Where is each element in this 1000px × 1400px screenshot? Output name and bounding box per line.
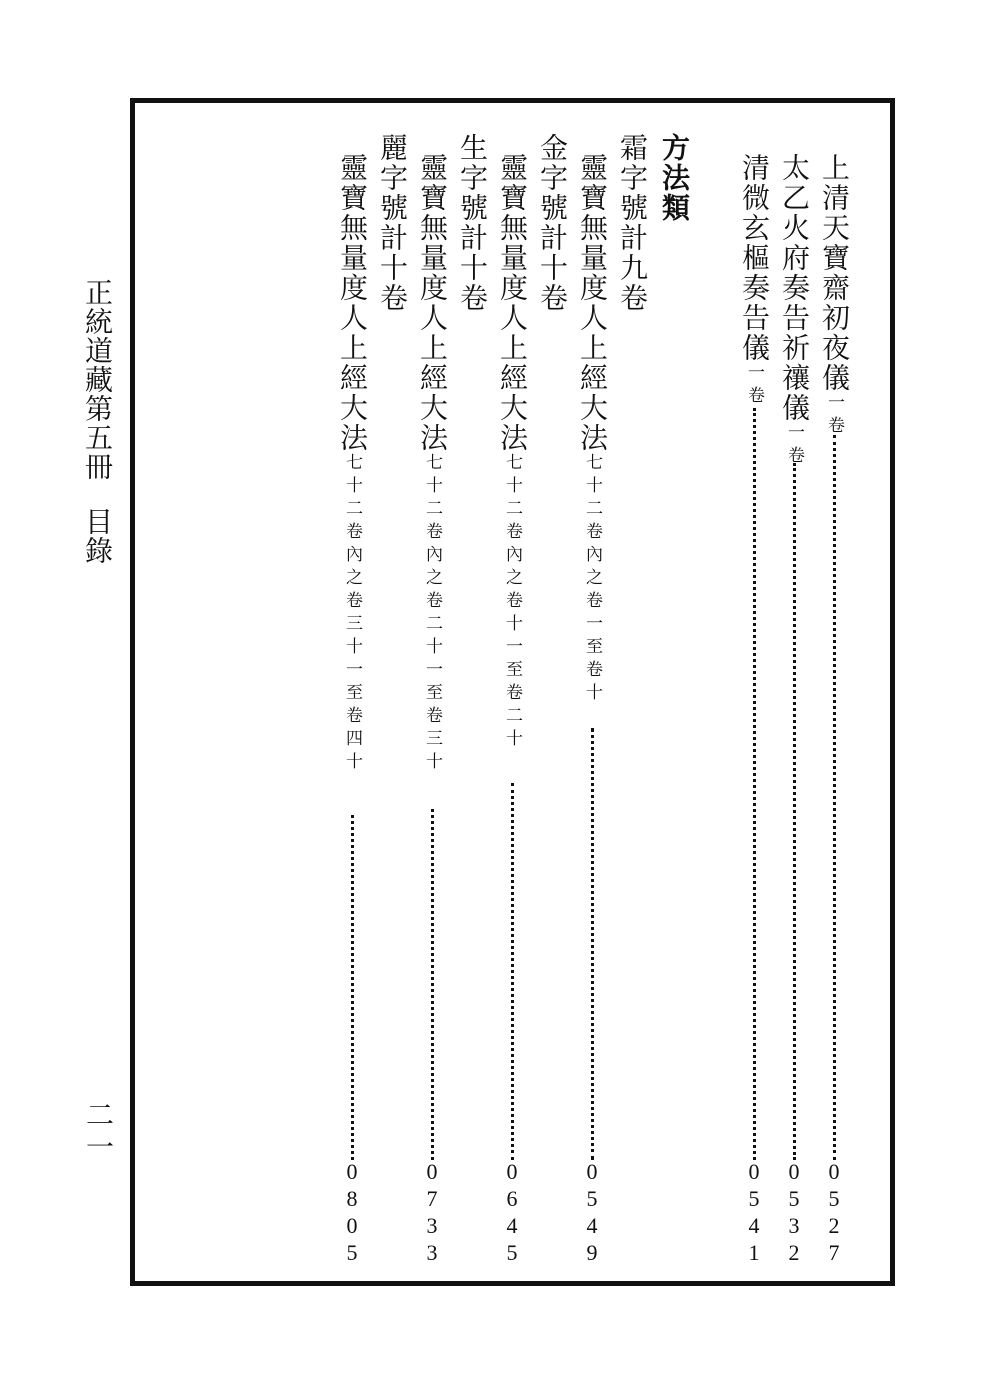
dot-leader [793, 463, 796, 1160]
dot-leader [511, 783, 514, 1160]
toc-frame [130, 98, 895, 1286]
group-heading: 麗字號計十卷 [376, 133, 409, 313]
toc-entry[interactable] [416, 153, 449, 775]
entry-title: 靈寶無量度人上經大法 [576, 153, 609, 453]
category-heading: 方法類 [658, 133, 691, 223]
section-label: 目錄 [81, 507, 114, 565]
page-number: 0 5 2 7 [828, 1159, 840, 1265]
toc-entry[interactable] [738, 153, 771, 409]
toc-entry[interactable] [336, 153, 369, 775]
page-number: 0 5 3 2 [788, 1159, 800, 1265]
entry-note: 一卷 [744, 363, 764, 409]
group-heading: 霜字號計九卷 [616, 133, 649, 313]
toc-entry[interactable] [496, 153, 529, 752]
group-heading: 金字號計十卷 [536, 133, 569, 313]
entry-note: 七十二卷內之卷一至卷十 [582, 453, 602, 706]
entry-title: 清微玄樞奏告儀 [738, 153, 771, 363]
group-heading: 生字號計十卷 [456, 133, 489, 313]
page-number: 0 8 0 5 [346, 1159, 358, 1265]
entry-note: 一卷 [784, 423, 804, 469]
entry-note: 七十二卷內之卷二十一至卷三十 [422, 453, 442, 775]
dot-leader [833, 435, 836, 1160]
page-number: 0 7 3 3 [426, 1159, 438, 1265]
entry-note: 一卷 [824, 393, 844, 439]
toc-entry[interactable] [818, 153, 851, 439]
page-number: 0 6 4 5 [506, 1159, 518, 1265]
dot-leader [431, 809, 434, 1160]
book-title: 正統道藏第五冊 [81, 278, 114, 481]
toc-entry[interactable] [576, 153, 609, 706]
dot-leader [753, 408, 756, 1160]
entry-title: 太乙火府奏告祈禳儀 [778, 153, 811, 423]
entry-title: 靈寶無量度人上經大法 [336, 153, 369, 453]
dot-leader [591, 728, 594, 1160]
entry-title: 靈寶無量度人上經大法 [496, 153, 529, 453]
page-number: 0 5 4 9 [586, 1159, 598, 1265]
entry-title: 靈寶無量度人上經大法 [416, 153, 449, 453]
entry-title: 上清天寶齋初夜儀 [818, 153, 851, 393]
dot-leader [351, 815, 354, 1160]
entry-note: 七十二卷內之卷三十一至卷四十 [342, 453, 362, 775]
page-number: 0 5 4 1 [748, 1159, 760, 1265]
book-header [81, 278, 114, 565]
entry-note: 七十二卷內之卷十一至卷二十 [502, 453, 522, 752]
toc-entry[interactable] [778, 153, 811, 469]
page-label: 二一 [82, 1100, 115, 1164]
